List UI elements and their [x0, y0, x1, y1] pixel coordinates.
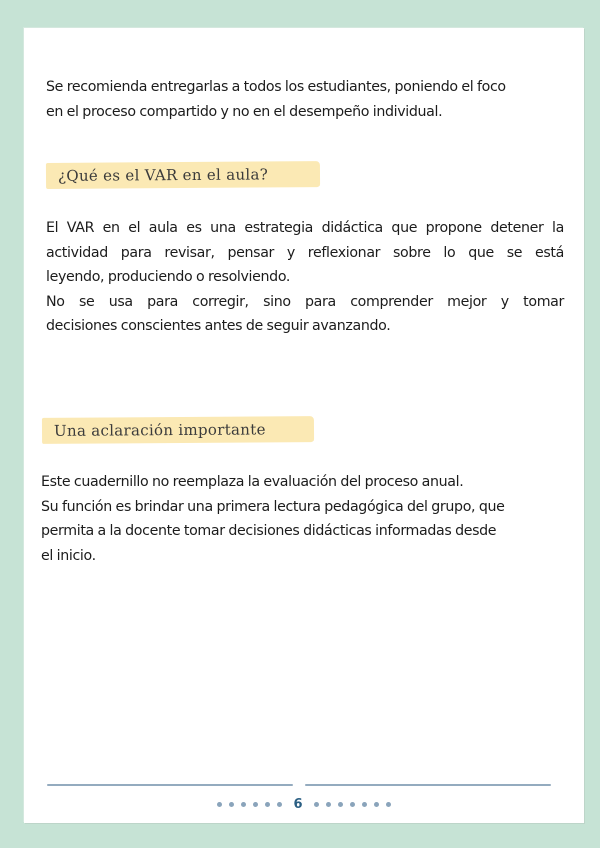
- var-line-3: leyendo, produciendo o resolviendo.: [46, 269, 291, 285]
- clarification-line-1: Este cuadernillo no reemplaza la evaluación del proceso anual.: [41, 474, 464, 490]
- section-heading-clarification-text: Una aclaración importante: [53, 420, 266, 440]
- page-footer: [24, 794, 584, 814]
- var-paragraph: [46, 216, 564, 339]
- section-heading-var-text: ¿Qué es el VAR en el aula?: [57, 165, 269, 185]
- dot-icon: [386, 802, 391, 807]
- dot-icon: [265, 802, 270, 807]
- footer-divider-right: [305, 784, 551, 786]
- intro-paragraph: [46, 75, 566, 124]
- intro-line-2: en el proceso compartido y no en el desempeño individual.: [46, 103, 443, 120]
- dot-icon: [277, 802, 282, 807]
- dot-icon: [350, 802, 355, 807]
- dot-icon: [241, 802, 246, 807]
- clarification-paragraph: [41, 470, 561, 568]
- dot-icon: [326, 802, 331, 807]
- document-page: [24, 28, 584, 823]
- dot-icon: [362, 802, 367, 807]
- section-heading-var: [46, 161, 320, 189]
- dot-icon: [229, 802, 234, 807]
- intro-line-1: Se recomienda entregarlas a todos los estudiantes, poniendo el foco: [46, 79, 506, 95]
- var-line-4: No se usa para corregir, sino para comprender mejor y tomar: [46, 293, 564, 310]
- var-line-5: decisiones conscientes antes de seguir avanzando.: [46, 318, 391, 334]
- dot-icon: [374, 802, 379, 807]
- var-line-2: actividad para revisar, pensar y reflexionar sobre lo que se está: [46, 244, 564, 261]
- dot-icon: [338, 802, 343, 807]
- var-line-1: El VAR en el aula es una estrategia didáctica que propone detener la: [46, 220, 564, 236]
- dot-icon: [253, 802, 258, 807]
- section-heading-clarification: [42, 416, 314, 444]
- clarification-line-2: Su función es brindar una primera lectura pedagógica del grupo, que: [41, 498, 505, 515]
- footer-divider-left: [47, 784, 293, 786]
- clarification-line-3: permita a la docente tomar decisiones didácticas informadas desde: [41, 523, 497, 539]
- dot-icon: [314, 802, 319, 807]
- page-number: 6: [293, 796, 303, 812]
- dot-icon: [217, 802, 222, 807]
- clarification-line-4: el inicio.: [41, 547, 96, 564]
